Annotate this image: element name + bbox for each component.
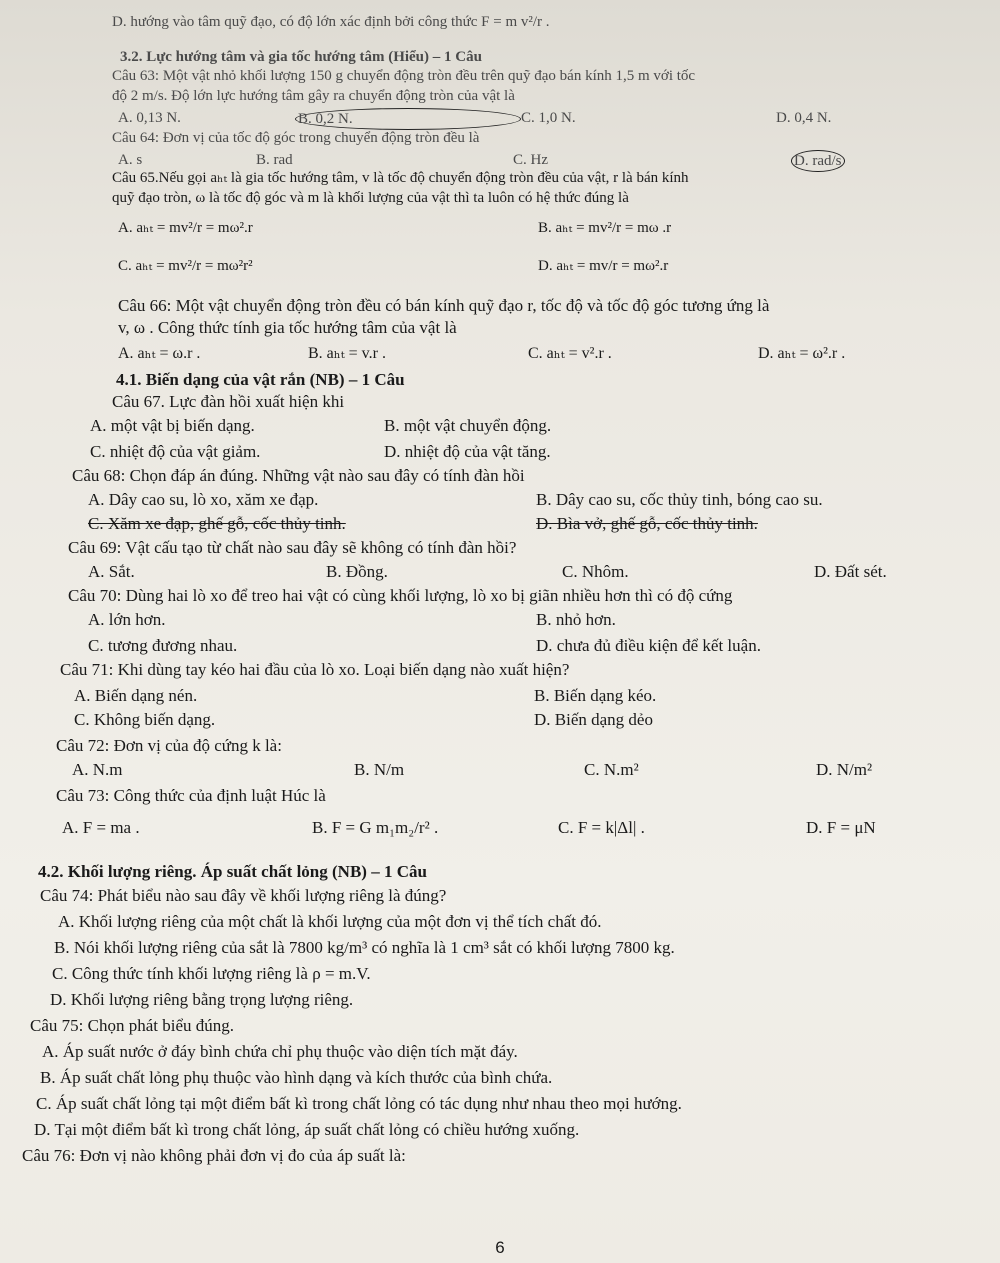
q67-options-row1 <box>90 416 551 436</box>
q73-stem: Câu 73: Công thức của định luật Húc là <box>56 786 326 805</box>
q74-option-c: C. Công thức tính khối lượng riêng là ρ = m.V. <box>52 964 371 983</box>
q69-option-b: B. Đồng. <box>326 562 388 581</box>
q73-option-d: D. F = μN <box>806 818 876 837</box>
q63-option-d: D. 0,4 N. <box>776 110 832 126</box>
q65-options-row1 <box>118 218 671 238</box>
q66-option-a: A. aₕₜ = ω.r . <box>118 345 201 362</box>
q63-option-a: A. 0,13 N. <box>118 110 181 126</box>
q64-option-c: C. Hz <box>513 152 548 168</box>
q65-option-d: D. aₕₜ = mv/r = mω².r <box>538 258 669 274</box>
q72-options <box>72 760 872 780</box>
q71-option-c: C. Không biến dạng. <box>74 710 216 729</box>
q65-option-a: A. aₕₜ = mv²/r = mω².r <box>118 220 253 236</box>
q71-options-row2 <box>74 710 653 730</box>
q70-option-a: A. lớn hơn. <box>88 610 166 629</box>
q66-option-b: B. aₕₜ = v.r . <box>308 345 386 362</box>
q74-option-d: D. Khối lượng riêng bằng trọng lượng riêng. <box>50 990 354 1009</box>
q73-options <box>62 818 876 838</box>
line-q62-d: D. hướng vào tâm quỹ đạo, có độ lớn xác định bởi công thức F = m v²/r . <box>112 14 550 30</box>
q71-option-a: A. Biến dạng nén. <box>74 686 198 705</box>
q66-stem-1: Câu 66: Một vật chuyển động tròn đều có bán kính quỹ đạo r, tốc độ và tốc độ góc tương ứng là <box>118 296 770 315</box>
q72-option-d: D. N/m² <box>816 760 873 779</box>
q72-option-b: B. N/m <box>354 760 405 779</box>
q75-option-b: B. Áp suất chất lỏng phụ thuộc vào hình dạng và kích thước của bình chứa. <box>40 1068 553 1087</box>
q64-option-b: B. rad <box>256 152 293 168</box>
q75-stem: Câu 75: Chọn phát biểu đúng. <box>30 1016 234 1035</box>
q75-option-a: A. Áp suất nước ở đáy bình chứa chỉ phụ thuộc vào diện tích mặt đáy. <box>42 1042 518 1061</box>
q70-stem: Câu 70: Dùng hai lò xo để treo hai vật có cùng khối lượng, lò xo bị giãn nhiều hơn thì có độ cứng <box>68 586 733 605</box>
q68-option-a: A. Dây cao su, lò xo, xăm xe đạp. <box>88 490 319 509</box>
section-4-1-heading: 4.1. Biến dạng của vật rắn (NB) – 1 Câu <box>116 370 405 389</box>
q67-option-d: D. nhiệt độ của vật tăng. <box>384 442 551 461</box>
q65-stem-1: Câu 65.Nếu gọi aₕₜ là gia tốc hướng tâm, v là tốc độ chuyển động tròn đều của vật, r là bán kính <box>112 170 689 186</box>
q63-stem-2: độ 2 m/s. Độ lớn lực hướng tâm gây ra chuyển động tròn của vật là <box>112 88 515 104</box>
q68-option-c: C. Xăm xe đạp, ghế gỗ, cốc thủy tinh. <box>88 514 346 533</box>
q67-options-row2 <box>90 442 551 462</box>
q67-option-b: B. một vật chuyển động. <box>384 416 552 435</box>
q68-options-row1 <box>88 490 823 510</box>
q72-option-a: A. N.m <box>72 760 123 779</box>
q73-option-c: C. F = k|Δl| . <box>558 818 645 837</box>
q66-stem-2: v, ω . Công thức tính gia tốc hướng tâm của vật là <box>118 318 457 337</box>
q73-option-b: B. F = G m₁m₂/r² . <box>312 818 439 837</box>
q75-option-d: D. Tại một điểm bất kì trong chất lỏng, áp suất chất lỏng có chiều hướng xuống. <box>34 1120 580 1139</box>
q74-option-a: A. Khối lượng riêng của một chất là khối lượng của một đơn vị thể tích chất đó. <box>58 912 602 931</box>
q68-option-d: D. Bìa vở, ghế gỗ, cốc thủy tinh. <box>536 514 758 533</box>
section-3-2-heading: 3.2. Lực hướng tâm và gia tốc hướng tâm (Hiểu) – 1 Câu <box>120 49 482 65</box>
q63-option-b: B. 0,2 N. <box>295 108 521 130</box>
q71-stem: Câu 71: Khi dùng tay kéo hai đầu của lò xo. Loại biến dạng nào xuất hiện? <box>60 660 570 679</box>
q74-option-b: B. Nói khối lượng riêng của sắt là 7800 kg/m³ có nghĩa là 1 cm³ sắt có khối lượng 7800 kg. <box>54 938 675 957</box>
q65-option-b: B. aₕₜ = mv²/r = mω .r <box>538 220 672 236</box>
q71-options-row1 <box>74 686 656 706</box>
q63-stem-1: Câu 63: Một vật nhỏ khối lượng 150 g chuyển động tròn đều trên quỹ đạo bán kính 1,5 m với tốc <box>112 68 696 84</box>
q65-option-c: C. aₕₜ = mv²/r = mω²r² <box>118 258 253 274</box>
q76-stem: Câu 76: Đơn vị nào không phải đơn vị đo của áp suất là: <box>22 1146 406 1165</box>
q66-options <box>118 344 845 364</box>
q72-option-c: C. N.m² <box>584 760 639 779</box>
q70-option-d: D. chưa đủ điều kiện để kết luận. <box>536 636 761 655</box>
q65-stem-2: quỹ đạo tròn, ω là tốc độ góc và m là khối lượng của vật thì ta luôn có hệ thức đúng là <box>112 190 629 206</box>
q65-options-row2 <box>118 256 668 276</box>
q70-options-row1 <box>88 610 616 630</box>
q64-option-a: A. s <box>118 152 143 168</box>
section-4-2-heading: 4.2. Khối lượng riêng. Áp suất chất lỏng (NB) – 1 Câu <box>38 862 427 881</box>
q68-option-b: B. Dây cao su, cốc thủy tinh, bóng cao su. <box>536 490 823 509</box>
q71-option-b: B. Biến dạng kéo. <box>534 686 657 705</box>
q69-options <box>88 562 887 582</box>
q66-option-c: C. aₕₜ = v².r . <box>528 345 612 362</box>
q63-option-c: C. 1,0 N. <box>521 110 576 126</box>
q69-option-a: A. Sắt. <box>88 562 135 581</box>
q67-option-a: A. một vật bị biến dạng. <box>90 416 255 435</box>
q69-stem: Câu 69: Vật cấu tạo từ chất nào sau đây sẽ không có tính đàn hồi? <box>68 538 517 557</box>
q64-stem: Câu 64: Đơn vị của tốc độ góc trong chuyển động tròn đều là <box>112 130 480 146</box>
q71-option-d: D. Biến dạng dẻo <box>534 710 653 729</box>
q73-option-a: A. F = ma . <box>62 818 140 837</box>
q64-option-d: D. rad/s <box>791 150 845 172</box>
q70-options-row2 <box>88 636 761 656</box>
q70-option-b: B. nhỏ hơn. <box>536 610 616 629</box>
q69-option-c: C. Nhôm. <box>562 562 629 581</box>
q72-stem: Câu 72: Đơn vị của độ cứng k là: <box>56 736 282 755</box>
q66-option-d: D. aₕₜ = ω².r . <box>758 345 846 362</box>
q68-options-row2 <box>88 514 758 534</box>
q63-options <box>118 108 831 130</box>
q74-stem: Câu 74: Phát biểu nào sau đây về khối lượng riêng là đúng? <box>40 886 447 905</box>
q67-stem: Câu 67. Lực đàn hồi xuất hiện khi <box>112 392 345 411</box>
q69-option-d: D. Đất sét. <box>814 562 887 581</box>
q67-option-c: C. nhiệt độ của vật giảm. <box>90 442 261 461</box>
page-number: 6 <box>495 1238 505 1257</box>
q75-option-c: C. Áp suất chất lỏng tại một điểm bất kì trong chất lỏng có tác dụng như nhau theo mọi hướng. <box>36 1094 682 1113</box>
q70-option-c: C. tương đương nhau. <box>88 636 238 655</box>
q68-stem: Câu 68: Chọn đáp án đúng. Những vật nào sau đây có tính đàn hồi <box>72 466 525 485</box>
